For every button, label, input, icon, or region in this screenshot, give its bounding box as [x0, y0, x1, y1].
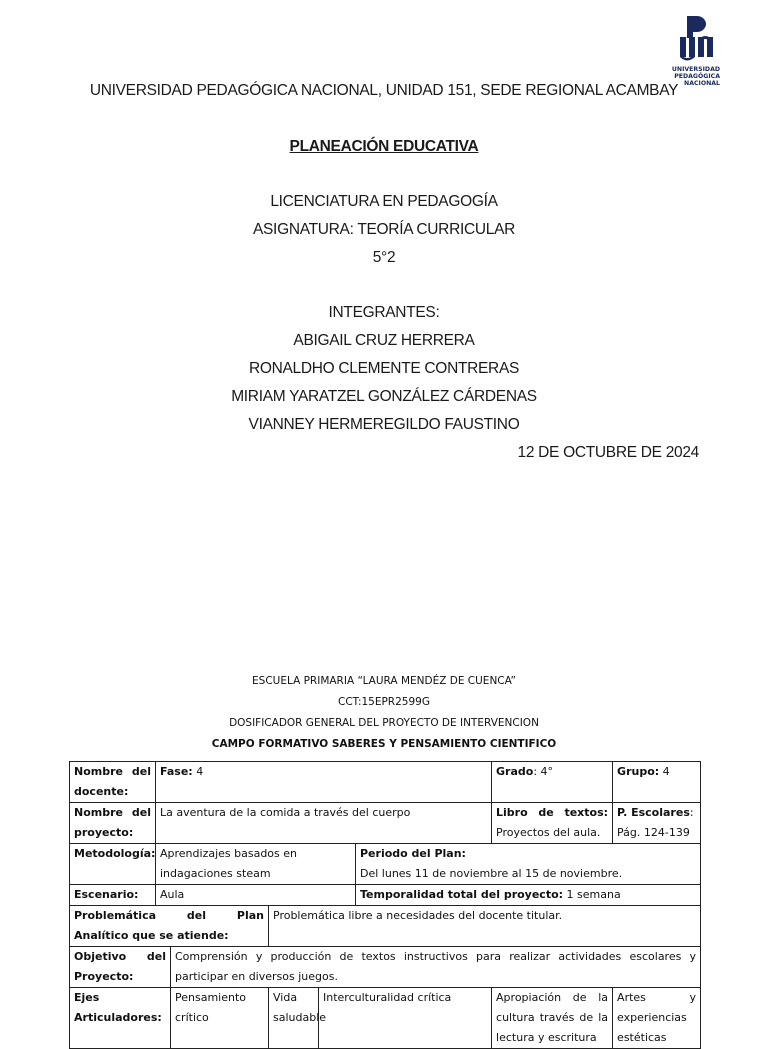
dosificador-heading: DOSIFICADOR GENERAL DEL PROYECTO DE INTERVENCION [229, 717, 539, 729]
grupo-label: Grupo: [617, 765, 660, 778]
table-row [70, 947, 701, 988]
fase-cell [156, 762, 492, 803]
member-name: VIANNEY HERMEREGILDO FAUSTINO [248, 416, 520, 433]
ejes-label: Ejes Articuladores: [70, 988, 171, 1049]
member-name: RONALDHO CLEMENTE CONTRERAS [248, 360, 520, 377]
logo-line-1: UNIVERSIDAD [671, 66, 720, 73]
member-name: ABIGAIL CRUZ HERRERA [293, 332, 475, 349]
periodo-label: Periodo del Plan: [360, 847, 466, 860]
subject-line: ASIGNATURA: TEORÍA CURRICULAR [252, 221, 516, 238]
grado-cell [492, 762, 613, 803]
degree-line: LICENCIATURA EN PEDAGOGÍA [270, 193, 498, 210]
escolares-label: P. Escolares [617, 806, 690, 819]
school-name: ESCUELA PRIMARIA “LAURA MENDÉZ DE CUENCA” [252, 675, 516, 687]
upn-logo [671, 14, 746, 87]
planning-table [69, 761, 701, 1049]
table-row [70, 803, 701, 844]
grupo-value: 4 [659, 765, 670, 778]
eje-item: Artes y experiencias estéticas [613, 988, 701, 1049]
grado-value: : 4° [533, 765, 554, 778]
docente-label: Nombre del docente: [70, 762, 156, 803]
escenario-value: Aula [156, 885, 356, 906]
metodologia-value: Aprendizajes basados en indagaciones steam [156, 844, 356, 885]
periodo-cell [356, 844, 701, 885]
temporalidad-label: Temporalidad total del proyecto: [360, 888, 564, 901]
members-heading: INTEGRANTES: [328, 304, 440, 321]
escolares-cell [613, 803, 701, 844]
campo-formativo-heading: CAMPO FORMATIVO SABERES Y PENSAMIENTO CIENTIFICO [211, 738, 557, 750]
fase-label: Fase: [160, 765, 193, 778]
table-row [70, 844, 701, 885]
logo-line-3: NACIONAL [684, 80, 720, 87]
eje-item: Pensamiento crítico [171, 988, 269, 1049]
temporalidad-value: 1 semana [563, 888, 621, 901]
periodo-value: Del lunes 11 de noviembre al 15 de noviembre. [360, 867, 623, 880]
table-row [70, 885, 701, 906]
document-date: 12 DE OCTUBRE DE 2024 [517, 444, 699, 461]
escolares-value: : Pág. 124-139 [617, 806, 694, 839]
objetivo-label: Objetivo del Proyecto: [70, 947, 171, 988]
libro-cell [492, 803, 613, 844]
table-row [70, 762, 701, 803]
problematica-label-text: Problemática del Plan Analítico que se atiende: [74, 909, 264, 942]
escenario-label: Escenario: [70, 885, 156, 906]
problematica-value: Problemática libre a necesidades del docente titular. [269, 906, 701, 947]
group-line: 5°2 [372, 249, 396, 266]
libro-value: Proyectos del aula. [496, 826, 601, 839]
member-name: MIRIAM YARATZEL GONZÁLEZ CÁRDENAS [231, 388, 537, 405]
table-row [70, 906, 701, 947]
eje-item: Apropiación de la cultura través de la lectura y escritura [492, 988, 613, 1049]
proyecto-value: La aventura de la comida a través del cuerpo [156, 803, 492, 844]
grupo-cell [613, 762, 701, 803]
logo-line-2: PEDAGÓGICA [674, 73, 720, 80]
document-title: PLANEACIÓN EDUCATIVA [289, 138, 479, 155]
table-row [70, 988, 701, 1049]
eje-item: Vida saludable [269, 988, 319, 1049]
proyecto-label: Nombre del proyecto: [70, 803, 156, 844]
grado-label: Grado [496, 765, 534, 778]
temporalidad-cell [356, 885, 701, 906]
objetivo-value: Comprensión y producción de textos instructivos para realizar actividades escolares y participar en diversos juegos. [171, 947, 701, 988]
problematica-label [70, 906, 269, 947]
metodologia-label: Metodología: [70, 844, 156, 885]
school-cct: CCT:15EPR2599G [338, 696, 430, 708]
institution-heading: UNIVERSIDAD PEDAGÓGICA NACIONAL, UNIDAD 151, SEDE REGIONAL ACAMBAY [89, 82, 679, 99]
libro-label: Libro de textos: [496, 806, 609, 819]
upn-emblem-icon [676, 14, 746, 66]
eje-item: Interculturalidad crítica [319, 988, 492, 1049]
fase-value: 4 [192, 765, 204, 778]
